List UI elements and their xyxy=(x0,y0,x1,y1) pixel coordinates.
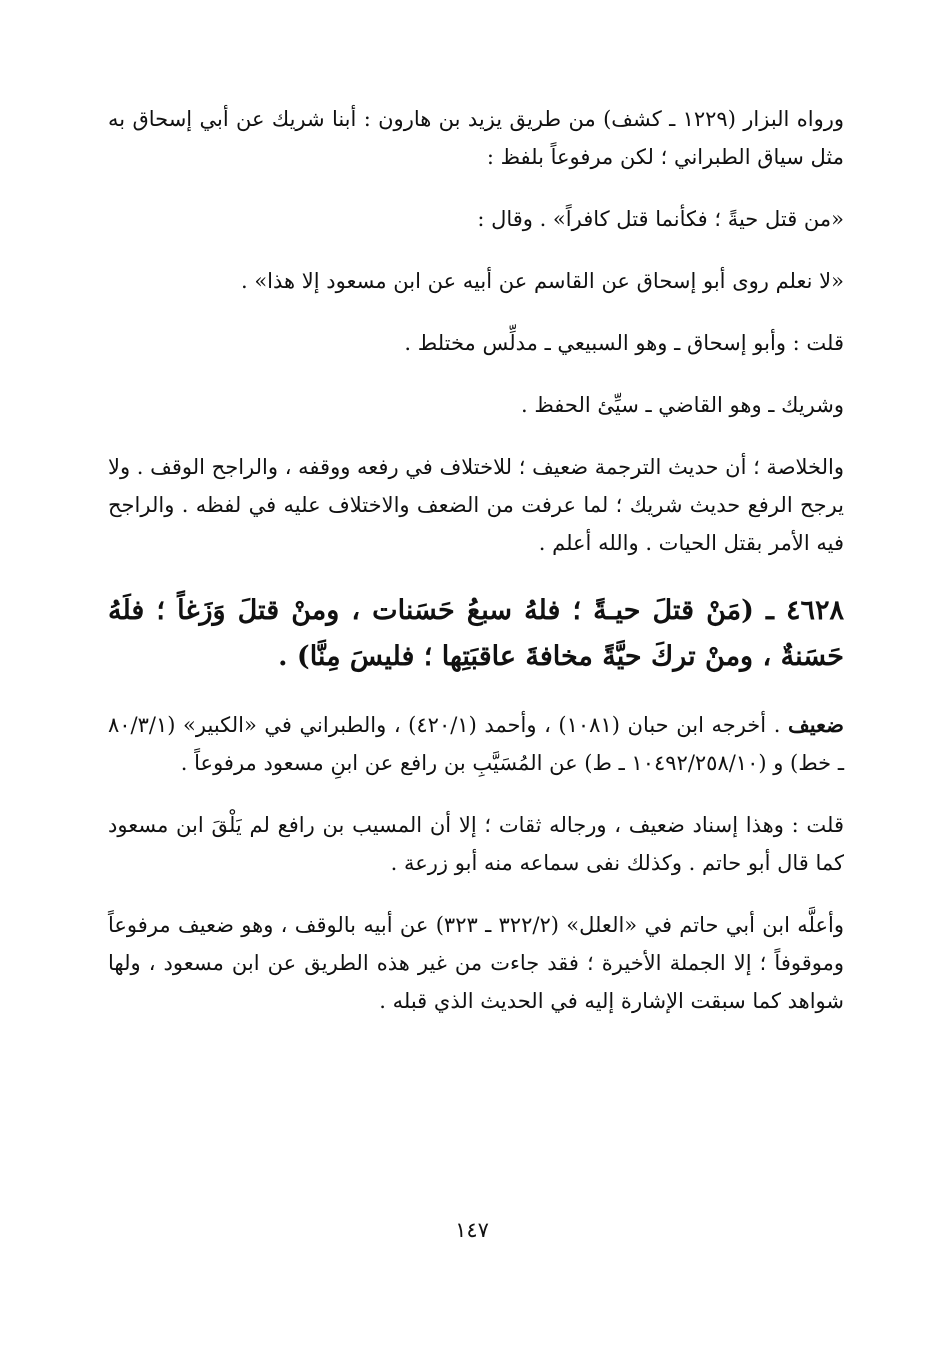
paragraph-quote-bazzar: «لا نعلم روى أبو إسحاق عن القاسم عن أبيه عن ابن مسعود إلا هذا» . xyxy=(240,269,844,293)
paragraph-bazzar: ورواه البزار (١٢٢٩ ـ كشف) من طريق يزيد بن هارون : أبنا شريك عن أبي إسحاق به مثل سياق الطبراني ؛ لكن مرفوعاً بلفظ : xyxy=(108,107,845,169)
paragraph-isnad: قلت : وهذا إسناد ضعيف ، ورجاله ثقات ؛ إلا أن المسيب بن رافع لم يَلْقَ ابن مسعود كما قال أبو حاتم . وكذلك نفى سماعه منه أبو زرعة . xyxy=(108,813,844,875)
grade-label: ضعيف xyxy=(787,712,845,737)
takhrij-text: . أخرجه ابن حبان (١٠٨١) ، وأحمد (٤٢٠/١) ، والطبراني في «الكبير» (٨٠/٣/١ ـ خط) و (١٠٤٩٢/٢٥٨/١٠ ـ ط) عن المُسَيَّبِ بن رافع عن ابنِ مسعود مرفوعاً . xyxy=(108,713,844,775)
paragraph-quote-hadith: «من قتل حيةً ؛ فكأنما قتل كافراً» . وقال : xyxy=(477,207,844,231)
paragraph-ilal: وأعلَّه ابن أبي حاتم في «العلل» (٣٢٢/٢ ـ ٣٢٣) عن أبيه بالوقف ، وهو ضعيف مرفوعاً وموقوفاً ؛ إلا الجملة الأخيرة ؛ فقد جاءت من غير هذه الطريق عن ابن مسعود ، ولها شواهد كما سبقت الإشارة إليه في الحديث الذي قبله . xyxy=(108,913,844,1013)
page-body xyxy=(108,100,844,1020)
paragraph-sharik: وشريك ـ وهو القاضي ـ سيِّئ الحفظ . xyxy=(520,393,844,417)
paragraph-conclusion: والخلاصة ؛ أن حديث الترجمة ضعيف ؛ للاختلاف في رفعه ووقفه ، والراجح الوقف . ولا يرجح الرفع حديث شريك ؛ لما عرفت من الضعف والاختلاف عليه في لفظه . والراجح فيه الأمر بقتل الحيات . والله أعلم . xyxy=(108,455,844,555)
paragraph-abu-ishaq: قلت : وأبو إسحاق ـ وهو السبيعي ـ مدلِّس مختلط . xyxy=(404,331,844,355)
paragraph-takhrij xyxy=(108,706,844,782)
page-number: ١٤٧ xyxy=(455,1218,489,1242)
hadith-heading: ٤٦٢٨ ـ (مَنْ قتلَ حيـةً ؛ فلهُ سبعُ حَسَنات ، ومنْ قتلَ وَزَغاً ؛ فلَهُ حَسَنةٌ ، ومنْ تركَ حيَّةً مخافةَ عاقبَتِها ؛ فليسَ مِنَّا) . xyxy=(108,595,844,672)
